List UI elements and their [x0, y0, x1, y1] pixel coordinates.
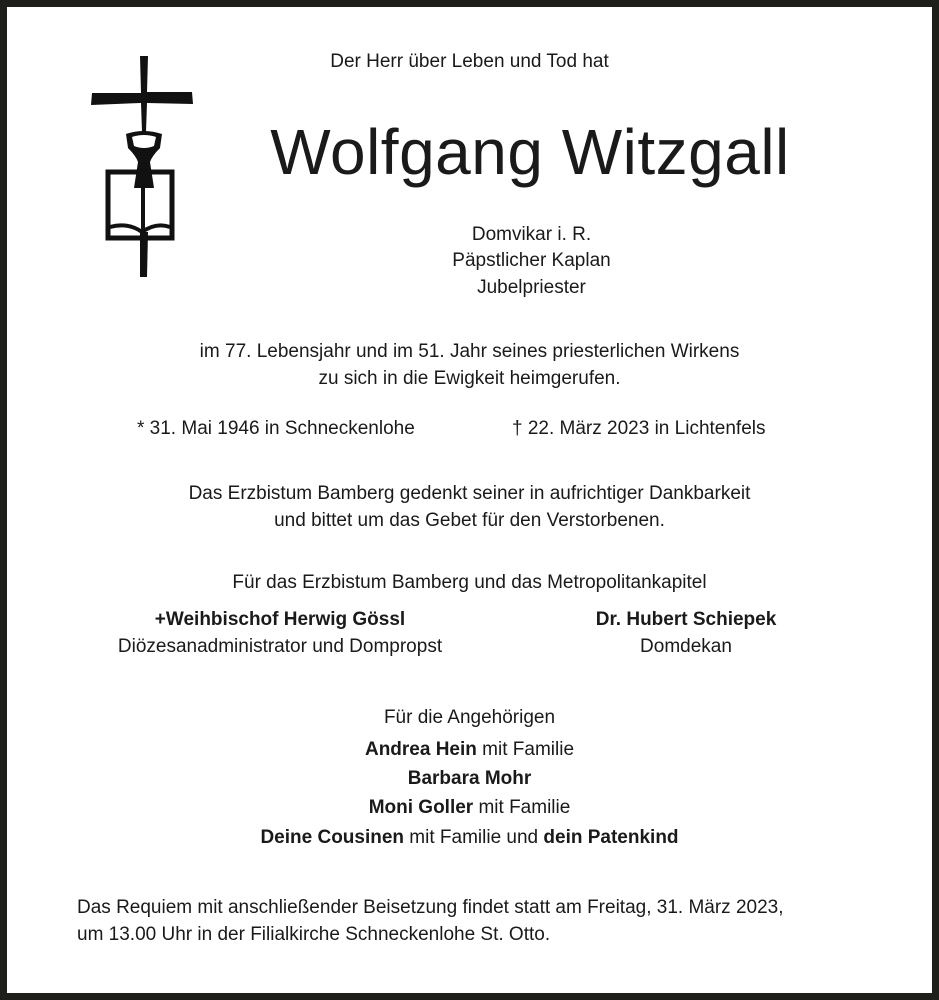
- title-line: Päpstlicher Kaplan: [452, 250, 611, 271]
- family-name: Moni Goller: [368, 797, 474, 818]
- death-date: † 22. März 2023 in Lichtenfels: [512, 418, 766, 439]
- family-heading: Für die Angehörigen: [383, 707, 556, 728]
- family-suffix: mit Familie und: [404, 827, 544, 848]
- family-suffix: mit Familie: [476, 739, 575, 760]
- signatory-name: +Weihbischof Herwig Gössl: [154, 609, 406, 630]
- intro-line: Der Herr über Leben und Tod hat: [330, 51, 609, 72]
- signatory-name: Dr. Hubert Schiepek: [595, 609, 777, 630]
- family-name: Barbara Mohr: [407, 768, 532, 789]
- service-line: um 13.00 Uhr in der Filialkirche Schneckenlohe St. Otto.: [77, 924, 551, 945]
- signatory-role: Domdekan: [640, 636, 732, 657]
- title-line: Jubelpriester: [477, 277, 586, 298]
- family-name: Deine Cousinen: [260, 827, 405, 848]
- gratitude-line: Das Erzbistum Bamberg gedenkt seiner in aufrichtiger Dankbarkeit: [188, 483, 751, 504]
- family-name: dein Patenkind: [543, 827, 679, 848]
- message-line: im 77. Lebensjahr und im 51. Jahr seines priesterlichen Wirkens: [199, 341, 740, 362]
- family-line: [0, 738, 939, 762]
- family-line: [0, 826, 939, 850]
- family-name: Andrea Hein: [364, 739, 477, 760]
- message-line: zu sich in die Ewigkeit heimgerufen.: [318, 368, 621, 389]
- birth-date: * 31. Mai 1946 in Schneckenlohe: [137, 418, 415, 439]
- title-line: Domvikar i. R.: [471, 224, 592, 245]
- family-suffix: mit Familie: [473, 797, 571, 818]
- family-line: [0, 796, 939, 820]
- deceased-name: Wolfgang Witzgall: [270, 116, 790, 188]
- signatory-role: Diözesanadministrator und Dompropst: [117, 636, 443, 657]
- on-behalf-line: Für das Erzbistum Bamberg und das Metropolitankapitel: [232, 572, 707, 593]
- service-line: Das Requiem mit anschließender Beisetzung findet statt am Freitag, 31. März 2023,: [77, 897, 784, 918]
- family-line: [0, 767, 939, 791]
- gratitude-line: und bittet um das Gebet für den Verstorbenen.: [274, 510, 665, 531]
